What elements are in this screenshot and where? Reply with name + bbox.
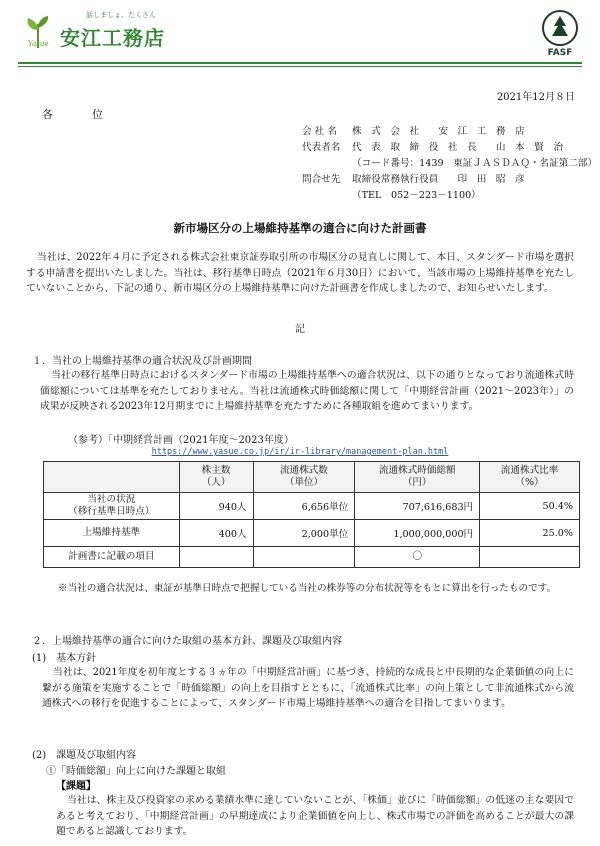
cell-market-cap: 1,000,000,000円 [355, 520, 480, 547]
table-header-cell [44, 462, 180, 493]
info-key: 会 社 名 [302, 126, 337, 137]
table-row [44, 520, 580, 547]
section2-sub1: (1) 基本方針 [32, 653, 97, 664]
table-header-cell: 流通株式時価総額 （円） [355, 462, 480, 493]
info-row [302, 172, 597, 188]
cell-ratio: 50.4% [480, 493, 580, 520]
cell-ratio: 25.0% [480, 520, 580, 547]
info-value: 代 表 取 締 役 社 長 山 本 賢 治 [352, 142, 564, 153]
ki-marker: 記 [295, 324, 305, 335]
row-label: 当社の状況 （移行基準日時点） [44, 493, 180, 520]
table-header-cell: 株主数 （人） [179, 462, 253, 493]
row-label: 上場維持基準 [44, 520, 180, 547]
cell-market-cap [355, 547, 480, 568]
cell-shares: 6,656単位 [253, 493, 355, 520]
document-date: 2021年12月８日 [496, 92, 575, 103]
info-key [302, 188, 352, 204]
section2-heading: ２．上場維持基準の適合に向けた取組の基本方針、課題及び取組内容 [32, 636, 342, 647]
section2-sub1-body: 当社は、2021年度を初年度とする３ヵ年の「中期経営計画」に基づき、持続的な成長と中長期的な企業価値の向上に繋がる施策を実施することで「時価総額」の向上を目指すとともに、「流通株式比率」の向上策として非流通株式から流通株式への移行を促進することによって、スタンダード市場上場維持基準への適合を目指してまいります。 [42, 667, 574, 709]
info-row [302, 124, 597, 140]
table-header-cell: 流通株式数 （単位） [253, 462, 355, 493]
table-row [44, 493, 580, 520]
logo-script: Yasue [28, 40, 49, 48]
header-rule [18, 62, 582, 64]
cell-shareholders: 940人 [179, 493, 253, 520]
addressee: 各 位 [42, 108, 117, 121]
intro-paragraph: 当社は、2022年４月に予定される株式会社東京証券取引所の市場区分の見直しに関して、本日、スタンダード市場を選択する申請書を提出いたしました。当社は、移行基準日時点（2021年６月30日）において、当該市場の上場維持基準を充たしていないことから、下記の通り、新市場区分の上場維持基準に向けた計画書を作成しましたので、お知らせいたします。 [26, 252, 574, 294]
compliance-table [43, 461, 580, 568]
fasf-label: FASF [547, 48, 573, 58]
info-value: （コード番号：1439 東証ＪＡＳＤＡＱ・名証第二部） [352, 158, 598, 169]
cell-ratio [480, 547, 580, 568]
info-value: （TEL 052－223－1100） [352, 190, 481, 201]
cell-shareholders: 400人 [179, 520, 253, 547]
header-rule-thin [18, 66, 582, 67]
reference-label: （参考）「中期経営計画（2021年度～2023年度） [68, 435, 294, 446]
info-row [302, 156, 597, 172]
section2-sub2: (2) 課題及び取組内容 [32, 750, 137, 761]
info-key [302, 156, 352, 172]
info-value: 取締役常務執行役員 印 田 昭 彦 [352, 174, 525, 185]
table-header-cell: 流通株式比率 （%） [480, 462, 580, 493]
info-key: 問合せ先 [302, 174, 341, 185]
section1-heading: １．当社の上場維持基準の適合状況及び計画期間 [32, 356, 252, 367]
table-row [44, 547, 580, 568]
info-row [302, 188, 597, 204]
row-label: 計画書に記載の項目 [44, 547, 180, 568]
info-key: 代表者名 [302, 142, 341, 153]
cell-shareholders [179, 547, 253, 568]
target-item-marker: 〇 [412, 551, 423, 562]
cell-shares: 2,000単位 [253, 520, 355, 547]
document-title: 新市場区分の上場維持基準の適合に向けた計画書 [173, 221, 427, 235]
cell-shares [253, 547, 355, 568]
logo-tagline: 話しましょ、たくさん [86, 11, 156, 19]
letterhead [0, 0, 600, 64]
kadai-body: 当社は、株主及び投資家の求める業績水準に達していないことが、「株価」並びに「時価総額」の低迷の主な要因であると考えており、「中期経営計画」の早期達成により企業価値を向上し、株式市場での評価を高めることが最大の課題であると認識しております。 [56, 795, 574, 837]
table-note: ※当社の適合状況は、東証が基準日時点で把握している当社の株券等の分布状況等をもとに算出を行ったものです。 [58, 583, 557, 594]
info-row [302, 140, 597, 156]
section1-body: 当社の移行基準日時点におけるスタンダード市場の上場維持基準への適合状況は、以下の通りとなっており流通株式時価総額については基準を充たしておりません。当社は流通株式時価総額に関して「中期経営計画（2021～2023年）」の成果が反映される2023年12月期までに上場維持基準を充たすために各種取組を進めてまいります。 [40, 370, 574, 412]
cell-market-cap: 707,616,683円 [355, 493, 480, 520]
fasf-badge-icon [538, 8, 582, 58]
table-header-row [44, 462, 580, 493]
company-logo [20, 10, 190, 54]
logo-wordmark: 安江工務店 [60, 26, 165, 50]
section2-sub2-item: ①「時価総額」向上に向けた課題と取組 [46, 766, 226, 777]
info-value: 株 式 会 社 安 江 工 務 店 [352, 126, 525, 137]
kadai-heading: 【課題】 [56, 781, 96, 792]
plan-link[interactable]: https://www.yasue.co.jp/ir/ir-library/management-plan.html [151, 447, 449, 457]
company-info [302, 124, 597, 204]
